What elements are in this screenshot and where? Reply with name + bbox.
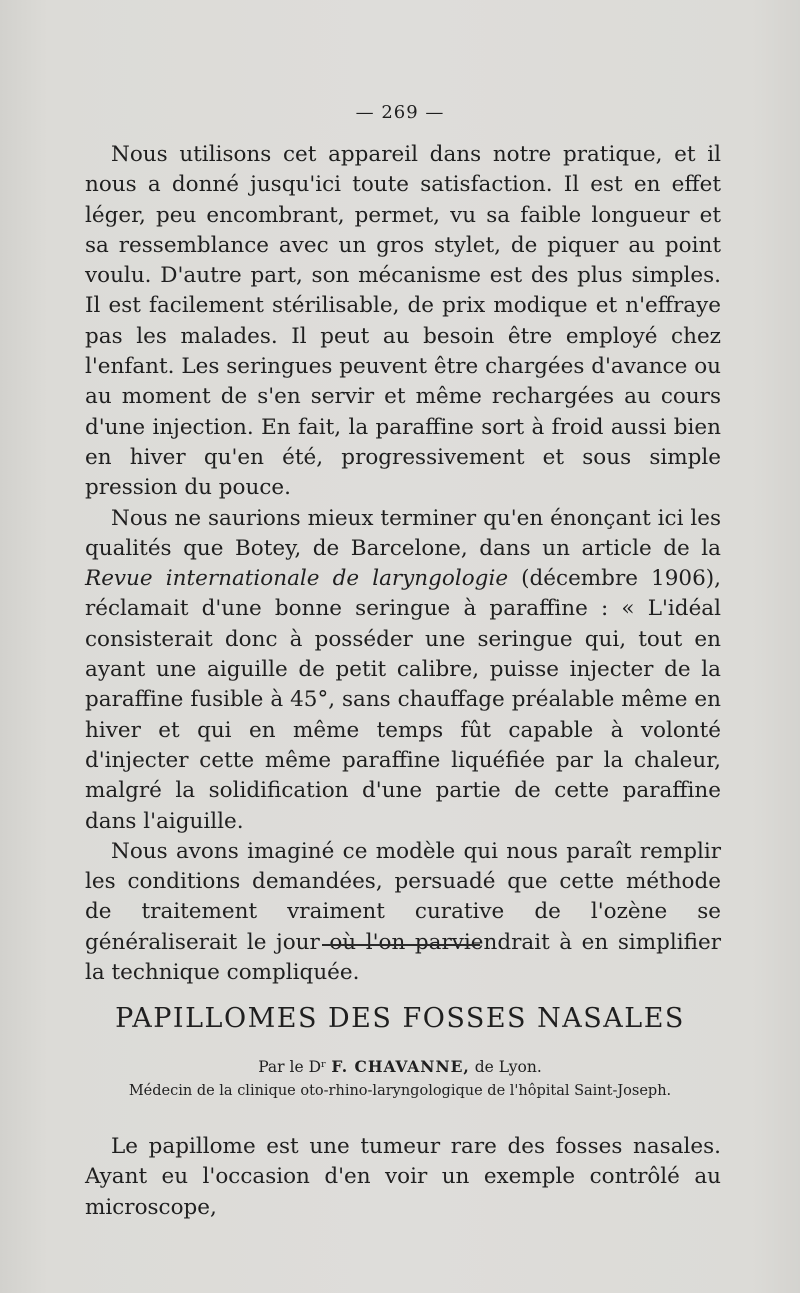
paragraph-botey-quote bbox=[85, 504, 721, 837]
journal-title: Revue internationale de laryngologie bbox=[85, 566, 509, 592]
author-affiliation: Médecin de la clinique oto-rhino-laryngologique de l'hôpital Saint-Joseph. bbox=[128, 1083, 672, 1099]
previous-article-text bbox=[85, 140, 721, 988]
page-number: — 269 — bbox=[355, 102, 445, 123]
paragraph-botey-after: (décembre 1906), réclamait d'une bonne seringue à paraffine : « L'idéal consisterait donc à posséder une seringue qui, tout en ayant une aiguille de petit calibre, puisse injecter de la paraffine fusible à 45°, sans chauffage préalable même en hiver et qui en même temps fût capable à volonté d'injecter cette même paraffine liquéfiée par la chaleur, malgré la solidification d'une partie de cette paraffine dans l'aiguille. bbox=[85, 566, 721, 834]
section-divider bbox=[322, 944, 480, 946]
byline bbox=[0, 1057, 800, 1076]
byline-suffix: de Lyon. bbox=[469, 1058, 542, 1076]
article-intro bbox=[85, 1132, 721, 1223]
intro-paragraph: Le papillome est une tumeur rare des fosses nasales. Ayant eu l'occasion d'en voir un exemple contrôlé au microscope, bbox=[85, 1134, 721, 1220]
paragraph-conclusion: Nous avons imaginé ce modèle qui nous paraît remplir les conditions demandées, persuadé que cette méthode de traitement vraiment curative de l'ozène se généraliserait le jour où l'on parviendrait à en simplifier la technique compliquée. bbox=[85, 838, 721, 986]
article-title: PAPILLOMES DES FOSSES NASALES bbox=[115, 1003, 685, 1034]
byline-prefix: Par le Dʳ bbox=[258, 1058, 332, 1076]
paragraph-botey-before: Nous ne saurions mieux terminer qu'en énonçant ici les qualités que Botey, de Barcelone, dans un article de la bbox=[85, 505, 721, 561]
paragraph-syringe-use: Nous utilisons cet appareil dans notre pratique, et il nous a donné jusqu'ici toute satisfaction. Il est en effet léger, peu encombrant, permet, vu sa faible longueur et sa ressemblance avec un gros stylet, de piquer au point voulu. D'autre part, son mécanisme est des plus simples. Il est facilement stérilisable, de prix modique et n'effraye pas les malades. Il peut au besoin être employé chez l'enfant. Les seringues peuvent être chargées d'avance ou au moment de s'en servir et même rechargées au cours d'une injection. En fait, la paraffine sort à froid aussi bien en hiver qu'en été, progressivement et sous simple pression du pouce. bbox=[85, 142, 721, 501]
author-name: F. CHAVANNE, bbox=[331, 1057, 470, 1076]
